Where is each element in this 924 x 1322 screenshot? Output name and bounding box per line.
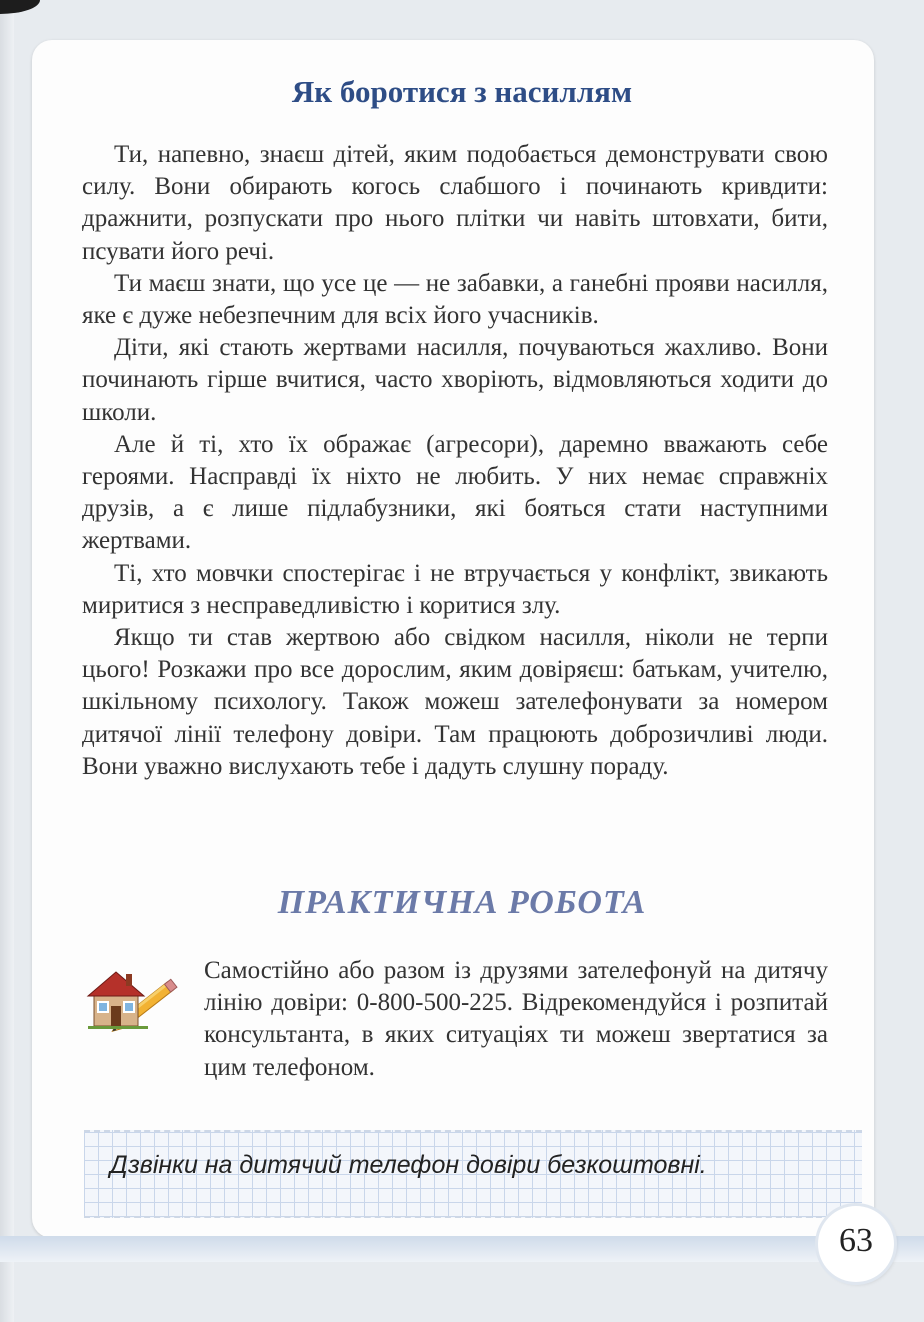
page-number: 63 bbox=[839, 1222, 873, 1259]
paragraph: Ти маєш знати, що усе це — не забавки, а ганебні прояви насилля, яке є дуже небезпечним для всіх його учасників. bbox=[82, 269, 828, 330]
paragraph: Ти, напевно, знаєш дітей, яким подобається демонструвати свою силу. Вони обирають когось слабшого і починають кривдити: дражнити, розпускати про нього плітки чи навіть штовхати, бити, псувати його речі. bbox=[82, 141, 828, 265]
scan-corner bbox=[0, 0, 40, 14]
helpline-free-note: Дзвінки на дитячий телефон довіри безкоштовні. bbox=[110, 1151, 707, 1179]
article-body bbox=[82, 139, 828, 783]
paragraph: Ті, хто мовчки спостерігає і не втручається у конфлікт, звикають миритися з несправедливістю і коритися злу. bbox=[82, 559, 828, 619]
bottom-strip bbox=[0, 1236, 924, 1262]
paragraph: Якщо ти став жертвою або свідком насилля, ніколи не терпи цього! Розкажи про все дорослим, яким довіряєш: батькам, учителю, шкільному психологу. Також можеш зателефонувати за номером дитячої лінії телефону довіри. Там працюють доброзичливі люди. Вони уважно вислухають тебе і дадуть слушну пораду. bbox=[82, 624, 828, 780]
practical-task-text: Самостійно або разом із друзями зателефонуй на дитячу лінію довіри: 0-800-500-225. Відрекомендуйся і розпитай консультанта, в яких ситуаціях ти можеш звертатися за цим телефоном. bbox=[204, 957, 828, 1081]
scan-edge bbox=[0, 0, 14, 1322]
paragraph: Але й ті, хто їх ображає (агресори), даремно вважають себе героями. Насправді їх ніхто не любить. У них немає справжніх друзів, а є лише підлабузники, які бояться стати наступними жертвами. bbox=[82, 430, 828, 555]
house-pencil-icon bbox=[84, 960, 192, 1032]
practical-work-title: ПРАКТИЧНА РОБОТА bbox=[277, 884, 647, 921]
page-title: Як боротися з насиллям bbox=[291, 74, 633, 109]
paragraph: Діти, які стають жертвами насилля, почуваються жахливо. Вони починають гірше вчитися, часто хворіють, відмовляються ходити до школи. bbox=[82, 334, 828, 426]
